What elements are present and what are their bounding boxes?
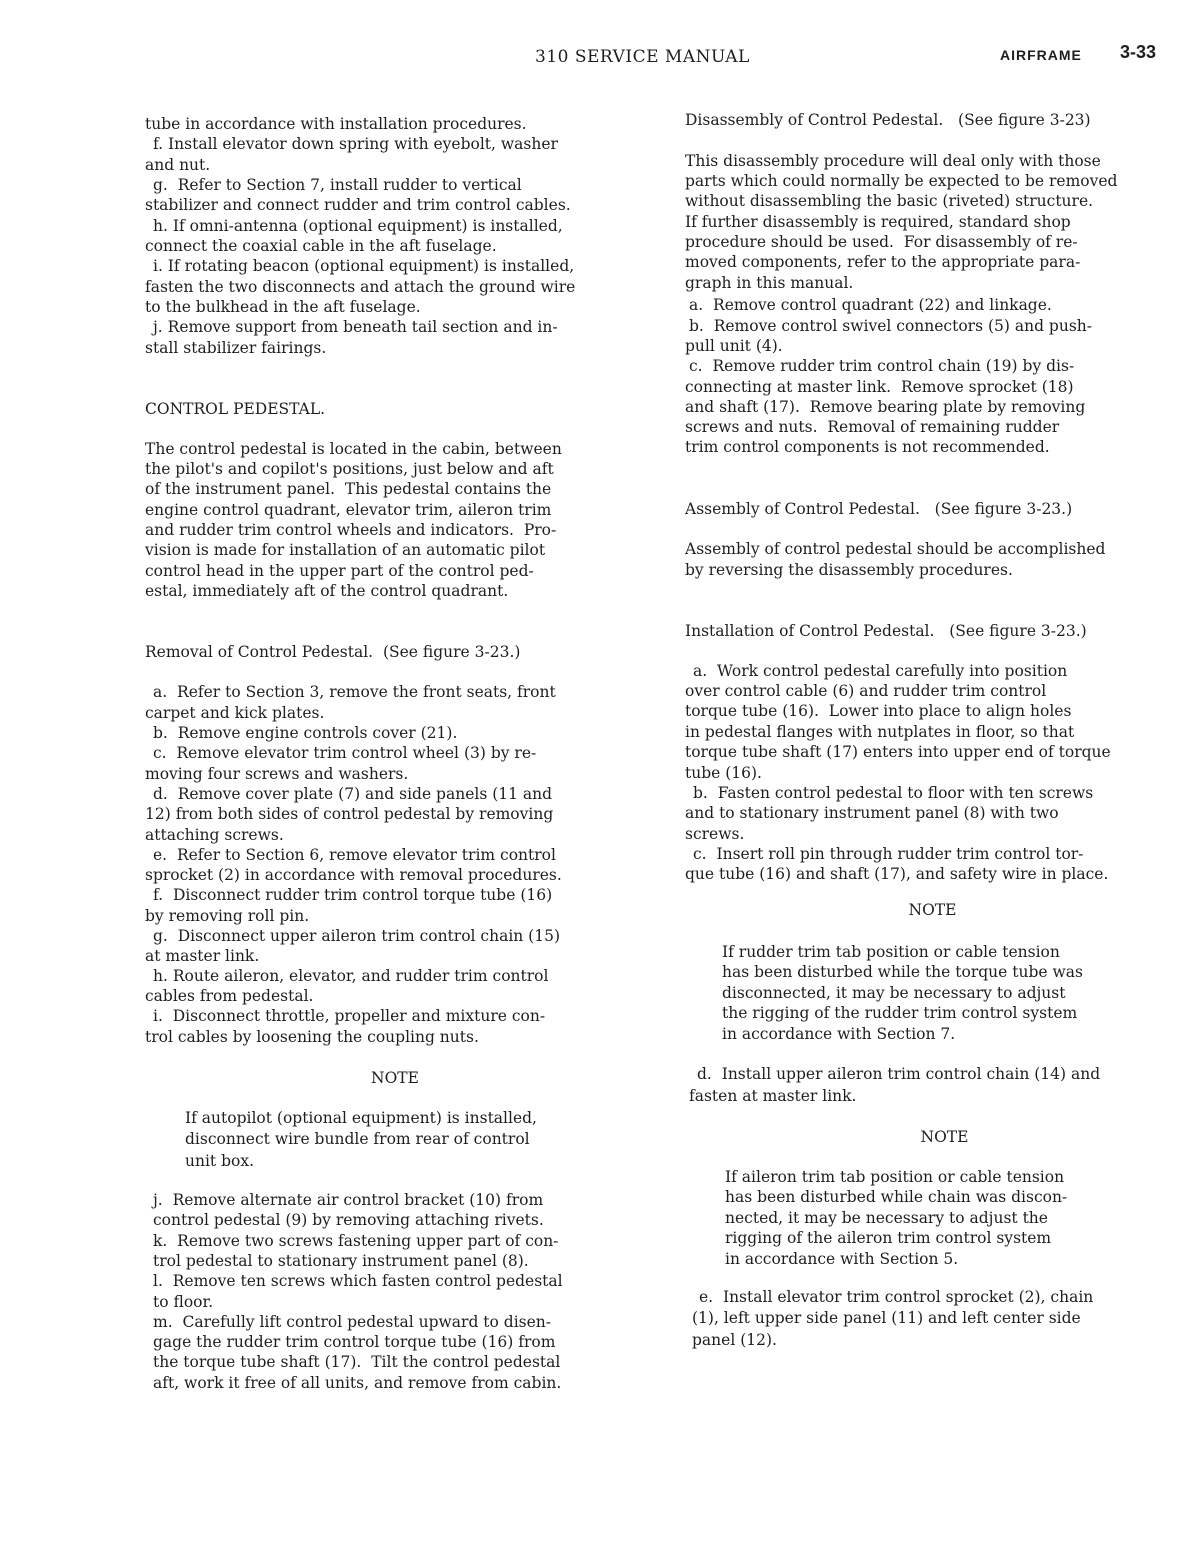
removal-h-1: h. Route aileron, elevator, and rudder trim control xyxy=(153,967,549,985)
installation-c-2: que tube (16) and shaft (17), and safety wire in place. xyxy=(685,865,1109,883)
removal-d-2: 12) from both sides of control pedestal by removing xyxy=(145,805,554,823)
section-heading: CONTROL PEDESTAL. xyxy=(145,400,326,418)
desc-line-1: The control pedestal is located in the cabin, between xyxy=(145,440,562,458)
page-number: 3-33 xyxy=(1120,42,1157,62)
note-1-line-1: If rudder trim tab position or cable tension xyxy=(722,943,1060,961)
step-g-line-2: stabilizer and connect rudder and trim control cables. xyxy=(145,196,571,214)
installation-a-2: over control cable (6) and rudder trim control xyxy=(685,682,1047,700)
installation-e-1: e. Install elevator trim control sprocket (2), chain xyxy=(699,1288,1094,1306)
removal-i-2: trol cables by loosening the coupling nuts. xyxy=(145,1028,479,1046)
installation-d-1: d. Install upper aileron trim control chain (14) and xyxy=(697,1065,1101,1083)
note-1-line-3: disconnected, it may be necessary to adjust xyxy=(722,984,1066,1002)
removal-j-2: control pedestal (9) by removing attaching rivets. xyxy=(153,1211,544,1229)
step-f-line-1: f. Install elevator down spring with eyebolt, washer xyxy=(153,135,558,153)
installation-title: Installation of Control Pedestal. (See figure 3-23.) xyxy=(685,622,1087,640)
removal-m-2: gage the rudder trim control torque tube (16) from xyxy=(153,1333,556,1351)
removal-f-1: f. Disconnect rudder trim control torque tube (16) xyxy=(153,886,553,904)
disassembly-a-1: a. Remove control quadrant (22) and linkage. xyxy=(689,296,1052,314)
installation-e-3: panel (12). xyxy=(692,1331,777,1349)
desc-line-2: the pilot's and copilot's positions, just below and aft xyxy=(145,460,554,478)
note-2-line-4: rigging of the aileron trim control system xyxy=(725,1229,1052,1247)
removal-a-1: a. Refer to Section 3, remove the front seats, front xyxy=(153,683,556,701)
disassembly-c-2: connecting at master link. Remove sprocket (18) xyxy=(685,378,1074,396)
note-2-line-1: If aileron trim tab position or cable tension xyxy=(725,1168,1065,1186)
removal-l-1: l. Remove ten screws which fasten control pedestal xyxy=(153,1272,563,1290)
assembly-line-2: by reversing the disassembly procedures. xyxy=(685,561,1013,579)
installation-b-2: and to stationary instrument panel (8) with two xyxy=(685,804,1059,822)
installation-d-2: fasten at master link. xyxy=(689,1087,857,1105)
step-j-line-2: stall stabilizer fairings. xyxy=(145,339,327,357)
installation-a-3: torque tube (16). Lower into place to align holes xyxy=(685,702,1072,720)
step-i-line-3: to the bulkhead in the aft fuselage. xyxy=(145,298,421,316)
removal-m-4: aft, work it free of all units, and remove from cabin. xyxy=(153,1374,562,1392)
desc-line-4: engine control quadrant, elevator trim, aileron trim xyxy=(145,501,552,519)
installation-c-1: c. Insert roll pin through rudder trim control tor- xyxy=(693,845,1084,863)
installation-a-4: in pedestal flanges with nutplates in floor, so that xyxy=(685,723,1075,741)
removal-d-3: attaching screws. xyxy=(145,826,284,844)
disassembly-c-4: screws and nuts. Removal of remaining rudder xyxy=(685,418,1060,436)
installation-a-6: tube (16). xyxy=(685,764,762,782)
disassembly-c-1: c. Remove rudder trim control chain (19) by dis- xyxy=(689,357,1075,375)
disassembly-title: Disassembly of Control Pedestal. (See figure 3-23) xyxy=(685,111,1091,129)
removal-a-2: carpet and kick plates. xyxy=(145,704,325,722)
desc-line-3: of the instrument panel. This pedestal contains the xyxy=(145,480,552,498)
removal-j-1: j. Remove alternate air control bracket (10) from xyxy=(153,1191,544,1209)
disassembly-line-7: graph in this manual. xyxy=(685,274,854,292)
note-2-line-5: in accordance with Section 5. xyxy=(725,1250,959,1268)
removal-e-2: sprocket (2) in accordance with removal procedures. xyxy=(145,866,562,884)
removal-i-1: i. Disconnect throttle, propeller and mixture con- xyxy=(153,1007,546,1025)
removal-g-2: at master link. xyxy=(145,947,260,965)
desc-line-5: and rudder trim control wheels and indicators. Pro- xyxy=(145,521,557,539)
manual-title: 310 SERVICE MANUAL xyxy=(535,47,750,67)
disassembly-line-2: parts which could normally be expected to be removed xyxy=(685,172,1118,190)
removal-k-1: k. Remove two screws fastening upper part of con- xyxy=(153,1232,559,1250)
removal-title: Removal of Control Pedestal. (See figure 3-23.) xyxy=(145,643,521,661)
step-h-line-1: h. If omni-antenna (optional equipment) is installed, xyxy=(153,217,563,235)
step-h-line-2: connect the coaxial cable in the aft fuselage. xyxy=(145,237,497,255)
note-line-1: If autopilot (optional equipment) is installed, xyxy=(185,1109,537,1127)
note-line-2: disconnect wire bundle from rear of control xyxy=(185,1130,530,1148)
step-g-line-1: g. Refer to Section 7, install rudder to vertical xyxy=(153,176,522,194)
removal-h-2: cables from pedestal. xyxy=(145,987,314,1005)
disassembly-line-6: moved components, refer to the appropriate para- xyxy=(685,253,1081,271)
removal-c-2: moving four screws and washers. xyxy=(145,765,409,783)
note-2-label: NOTE xyxy=(920,1128,969,1146)
removal-f-2: by removing roll pin. xyxy=(145,907,310,925)
disassembly-b-2: pull unit (4). xyxy=(685,337,783,355)
assembly-title: Assembly of Control Pedestal. (See figure 3-23.) xyxy=(685,500,1073,518)
desc-line-8: estal, immediately aft of the control quadrant. xyxy=(145,582,509,600)
disassembly-line-5: procedure should be used. For disassembly of re- xyxy=(685,233,1078,251)
desc-line-7: control head in the upper part of the control ped- xyxy=(145,562,534,580)
note-1-label: NOTE xyxy=(908,901,957,919)
step-i-line-2: fasten the two disconnects and attach the ground wire xyxy=(145,278,576,296)
installation-a-1: a. Work control pedestal carefully into position xyxy=(693,662,1068,680)
removal-l-2: to floor. xyxy=(153,1293,214,1311)
step-f-line-2: and nut. xyxy=(145,156,211,174)
removal-e-1: e. Refer to Section 6, remove elevator trim control xyxy=(153,846,556,864)
removal-d-1: d. Remove cover plate (7) and side panels (11 and xyxy=(153,785,553,803)
removal-c-1: c. Remove elevator trim control wheel (3) by re- xyxy=(153,744,537,762)
installation-e-2: (1), left upper side panel (11) and left center side xyxy=(692,1309,1081,1327)
step-j-line-1: j. Remove support from beneath tail section and in- xyxy=(153,318,558,336)
note-1-line-2: has been disturbed while the torque tube was xyxy=(722,963,1083,981)
installation-b-1: b. Fasten control pedestal to floor with ten screws xyxy=(693,784,1094,802)
removal-b-1: b. Remove engine controls cover (21). xyxy=(153,724,458,742)
note-2-line-2: has been disturbed while chain was discon- xyxy=(725,1188,1068,1206)
disassembly-line-3: without disassembling the basic (riveted) structure. xyxy=(685,192,1094,210)
note-1-line-5: in accordance with Section 7. xyxy=(722,1025,956,1043)
removal-k-2: trol pedestal to stationary instrument panel (8). xyxy=(153,1252,529,1270)
disassembly-line-4: If further disassembly is required, standard shop xyxy=(685,213,1071,231)
disassembly-c-3: and shaft (17). Remove bearing plate by removing xyxy=(685,398,1086,416)
disassembly-line-1: This disassembly procedure will deal only with those xyxy=(685,152,1101,170)
disassembly-c-5: trim control components is not recommended. xyxy=(685,438,1050,456)
desc-line-6: vision is made for installation of an automatic pilot xyxy=(145,541,546,559)
section-name: AIRFRAME xyxy=(1000,47,1082,63)
removal-m-3: the torque tube shaft (17). Tilt the control pedestal xyxy=(153,1353,561,1371)
note-1-line-4: the rigging of the rudder trim control system xyxy=(722,1004,1078,1022)
removal-g-1: g. Disconnect upper aileron trim control chain (15) xyxy=(153,927,561,945)
installation-a-5: torque tube shaft (17) enters into upper end of torque xyxy=(685,743,1111,761)
installation-b-3: screws. xyxy=(685,825,745,843)
removal-m-1: m. Carefully lift control pedestal upward to disen- xyxy=(153,1313,552,1331)
disassembly-b-1: b. Remove control swivel connectors (5) and push- xyxy=(689,317,1092,335)
note-2-line-3: nected, it may be necessary to adjust the xyxy=(725,1209,1048,1227)
intro-text: tube in accordance with installation procedures. xyxy=(145,115,527,133)
note-label: NOTE xyxy=(371,1069,419,1087)
assembly-line-1: Assembly of control pedestal should be accomplished xyxy=(685,540,1106,558)
step-i-line-1: i. If rotating beacon (optional equipment) is installed, xyxy=(153,257,575,275)
note-line-3: unit box. xyxy=(185,1152,255,1170)
